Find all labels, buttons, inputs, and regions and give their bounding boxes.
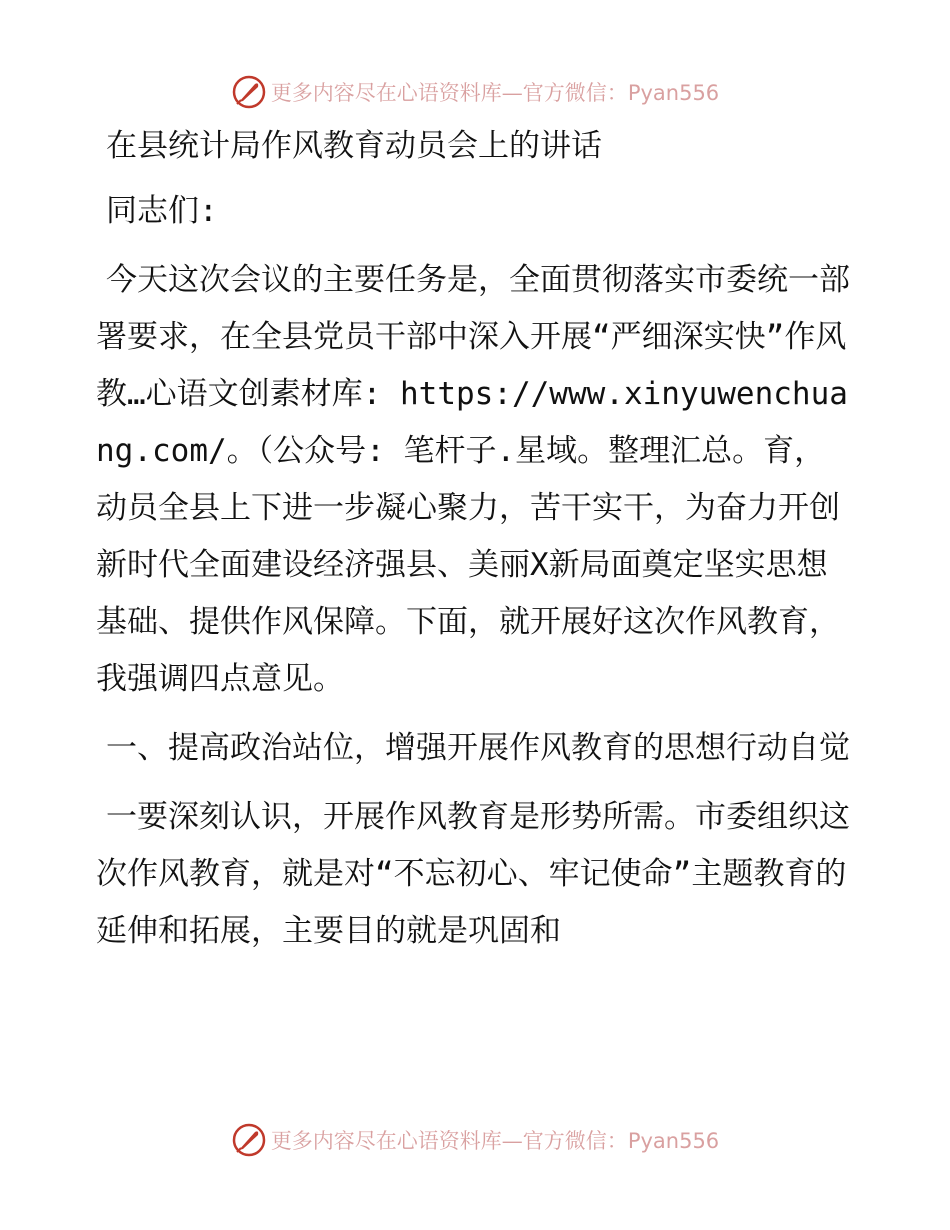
header-watermark-banner [0,70,950,114]
paragraph: 今天这次会议的主要任务是，全面贯彻落实市委统一部署要求，在全县党员干部中深入开展“严细深实快”作风教…心语文创素材库: https://www.xinyuwenchuang.com/。（公众号: 笔杆子.星域。整理汇总。育，动员全县上下进一步凝心聚力，苦干实干，为奋力开创新时代全面建设经济强县、美丽X新局面奠定坚实思想基础、提供作风保障。下面，就开展好这次作风教育，我强调四点意见。 [96,262,850,697]
watermark-text: 更多内容尽在心语资料库—官方微信：Pyan556 [270,81,720,105]
quill-pen-logo-icon [231,1122,267,1158]
salutation: 同志们: [106,193,218,229]
footer-watermark-banner [0,1118,950,1162]
quill-pen-logo-icon [231,74,267,110]
paragraph: 一要深刻认识，开展作风教育是形势所需。市委组织这次作风教育，就是对“不忘初心、牢记使命”主题教育的延伸和拓展，主要目的就是巩固和 [96,799,850,949]
watermark-text: 更多内容尽在心语资料库—官方微信：Pyan556 [270,1129,720,1153]
document-title: 在县统计局作风教育动员会上的讲话 [106,128,602,164]
section-heading: 一、提高政治站位，增强开展作风教育的思想行动自觉 [106,730,850,766]
document-body [96,118,856,972]
